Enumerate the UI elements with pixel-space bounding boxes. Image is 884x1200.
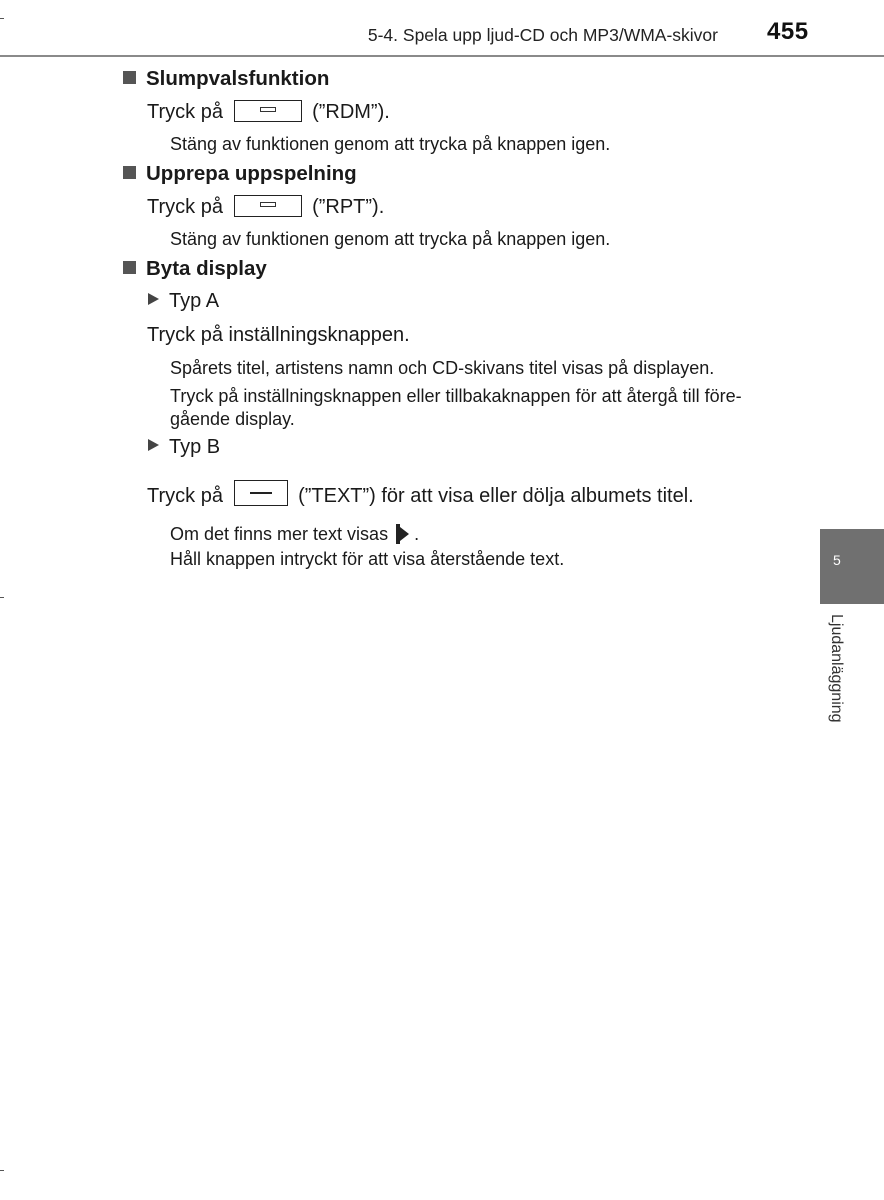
- section-heading-repeat: [123, 162, 357, 186]
- instruction-type-a: Tryck på inställningsknappen.: [147, 324, 410, 346]
- instruction-suffix: (”TEXT”) för att visa eller dölja albumets titel.: [298, 485, 694, 507]
- triangle-bullet-icon: [148, 439, 159, 451]
- section-heading-random: [123, 67, 329, 91]
- more-text-arrow-icon: [396, 523, 410, 545]
- instruction-suffix: (”RPT”).: [312, 196, 385, 218]
- note-suffix: .: [414, 524, 420, 544]
- crop-mark: [0, 597, 4, 598]
- instruction-suffix: (”RDM”).: [312, 101, 390, 123]
- instruction-type-b: [147, 480, 694, 508]
- instruction-prefix: Tryck på: [147, 485, 223, 507]
- instruction-prefix: Tryck på: [147, 196, 223, 218]
- subheading-text: Typ A: [169, 290, 220, 312]
- note-prefix: Om det finns mer text visas: [170, 524, 389, 544]
- section-heading-display: [123, 257, 267, 281]
- instruction-random: [147, 100, 390, 124]
- subheading-type-b: [148, 436, 220, 459]
- chapter-number: 5: [833, 552, 841, 568]
- square-bullet-icon: [123, 261, 136, 274]
- heading-text: Slumpvalsfunktion: [146, 67, 330, 90]
- square-bullet-icon: [123, 166, 136, 179]
- note-type-a-2-line-2: gående display.: [170, 409, 295, 429]
- subheading-type-a: [148, 290, 219, 313]
- note-type-a-1: Spårets titel, artistens namn och CD-skivans titel visas på displayen.: [170, 358, 715, 378]
- note-random: Stäng av funktionen genom att trycka på knappen igen.: [170, 134, 611, 154]
- page-number: 455: [767, 18, 809, 45]
- note-type-b-1: [170, 523, 419, 545]
- square-bullet-icon: [123, 71, 136, 84]
- header-title: 5-4. Spela upp ljud-CD och MP3/WMA-skivor: [367, 25, 718, 45]
- chapter-tab: [820, 529, 884, 604]
- button-line-icon: [234, 480, 288, 506]
- triangle-bullet-icon: [148, 293, 159, 305]
- crop-mark: [0, 18, 4, 19]
- note-type-a-2-line-1: Tryck på inställningsknappen eller tillbakaknappen för att återgå till före-: [170, 386, 742, 406]
- subheading-text: Typ B: [169, 436, 221, 458]
- heading-text: Upprepa uppspelning: [146, 162, 357, 185]
- chapter-label: Ljudanläggning: [828, 614, 845, 723]
- instruction-repeat: [147, 195, 384, 219]
- header-divider: [0, 55, 884, 57]
- instruction-prefix: Tryck på: [147, 101, 223, 123]
- note-type-b-2: Håll knappen intryckt för att visa återstående text.: [170, 549, 565, 569]
- button-rectangle-icon: [234, 100, 302, 122]
- heading-text: Byta display: [146, 257, 267, 280]
- crop-mark: [0, 1170, 4, 1171]
- button-rectangle-icon: [234, 195, 302, 217]
- note-repeat: Stäng av funktionen genom att trycka på knappen igen.: [170, 229, 611, 249]
